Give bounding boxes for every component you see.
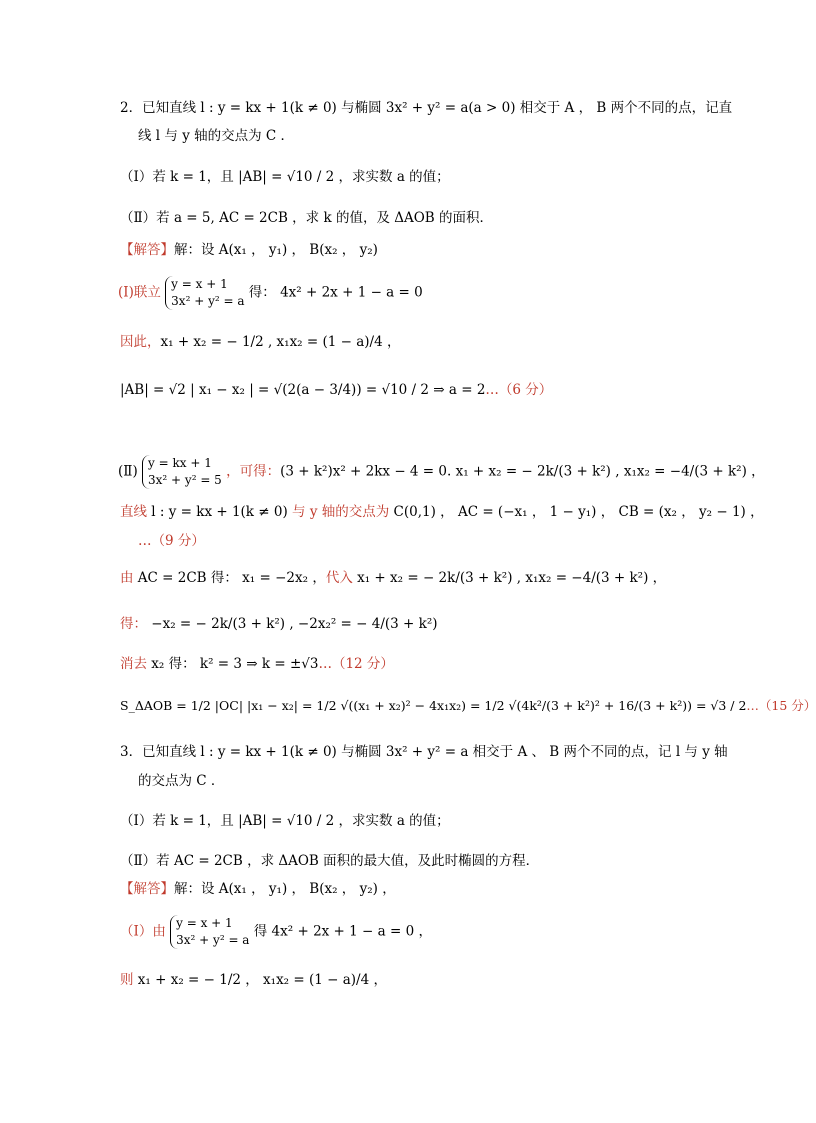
step1-label: （Ⅰ）由 xyxy=(120,923,166,940)
equation-system xyxy=(142,455,222,489)
step1-label: (Ⅰ)联立 xyxy=(118,284,161,301)
step4-red: ，可得： xyxy=(226,463,281,480)
answer-intro-text: 解：设 A(x₁ ， y₁) ， B(x₂ ， y₂) xyxy=(174,242,378,258)
problem2-step5-score xyxy=(138,531,205,551)
problem3-step2 xyxy=(120,970,387,990)
equation-system xyxy=(170,915,249,949)
step5-expr1: l : y = kx + 1(k ≠ 0) xyxy=(147,504,293,520)
step2-label: 则 xyxy=(120,972,134,988)
system-eq-2: 3x² + y² = a xyxy=(176,933,250,947)
step2-expr: x₁ + x₂ = − 1/2 , x₁x₂ = (1 − a)/4 ， xyxy=(160,334,401,350)
step1-result: 得 4x² + 2x + 1 − a = 0 ， xyxy=(253,923,432,940)
problem2-step2 xyxy=(120,332,400,352)
system-eq-1: y = x + 1 xyxy=(171,277,228,291)
answer-tag: 【解答】 xyxy=(120,881,174,897)
step6-red: 由 xyxy=(120,570,134,586)
system-eq-1: y = kx + 1 xyxy=(148,456,212,470)
problem2-statement-line1: 2．已知直线 l : y = kx + 1(k ≠ 0) 与椭圆 3x² + y² = a(a > 0) 相交于 A ， B 两个不同的点，记直 xyxy=(120,100,733,116)
step7-expr: −x₂ = − 2k/(3 + k²) , −2x₂² = − 4/(3 + k²) xyxy=(147,616,438,632)
step6-expr: AC = 2CB 得： x₁ = −2x₂ ， xyxy=(133,570,326,586)
step1-result: 得： 4x² + 2x + 1 − a = 0 xyxy=(248,284,423,301)
step3-score: …（6 分） xyxy=(485,382,553,398)
step4-label: (Ⅱ) xyxy=(118,463,138,480)
step8-red: 消去 xyxy=(120,656,147,672)
step4-expr: (3 + k²)x² + 2kx − 4 = 0. x₁ + x₂ = − 2k/(3 + k²) , x₁x₂ = −4/(3 + k²) ， xyxy=(280,463,765,480)
system-eq-2: 3x² + y² = a xyxy=(171,294,245,308)
system-eq-2: 3x² + y² = 5 xyxy=(148,473,222,487)
problem2-part2: （Ⅱ）若 a = 5, AC = 2CB ，求 k 的值，及 ΔAOB 的面积． xyxy=(120,210,494,226)
step8-expr: x₂ 得： k² = 3 ⇒ k = ±√3 xyxy=(147,656,319,672)
step3-expr: |AB| = √2 | x₁ − x₂ | = √(2(a − 3/4)) = √10 / 2 ⇒ a = 2 xyxy=(120,382,486,398)
step2-expr: x₁ + x₂ = − 1/2 ， x₁x₂ = (1 − a)/4 ， xyxy=(133,972,387,988)
problem3-statement-line2: 的交点为 C ． xyxy=(138,773,225,789)
equation-system xyxy=(165,276,244,310)
problem2-answer-intro xyxy=(120,240,378,260)
step6-expr2: x₁ + x₂ = − 2k/(3 + k²) , x₁x₂ = −4/(3 + k²) ， xyxy=(352,570,667,586)
step5-expr2: C(0,1) ， AC = (−x₁ ， 1 − y₁) ， CB = (x₂ ， y₂ − 1) ， xyxy=(389,504,764,520)
problem2-step3 xyxy=(120,380,552,400)
problem3-statement-line1: 3．已知直线 l : y = kx + 1(k ≠ 0) 与椭圆 3x² + y² = a 相交于 A 、 B 两个不同的点，记 l 与 y 轴 xyxy=(120,744,728,760)
problem2-step5 xyxy=(120,502,764,522)
system-eq-1: y = x + 1 xyxy=(176,916,233,930)
problem3-answer-intro xyxy=(120,879,396,899)
problem2-statement-line2: 线 l 与 y 轴的交点为 C ． xyxy=(138,128,295,144)
problem2-part1: （Ⅰ）若 k = 1，且 |AB| = √10 / 2 ，求实数 a 的值； xyxy=(120,169,450,185)
problem2-step7 xyxy=(120,614,438,634)
answer-tag: 【解答】 xyxy=(120,242,174,258)
step2-label: 因此， xyxy=(120,334,161,350)
step7-red: 得： xyxy=(120,616,147,632)
problem3-part1: （Ⅰ）若 k = 1，且 |AB| = √10 / 2 ，求实数 a 的值； xyxy=(120,813,450,829)
step8-score: …（12 分） xyxy=(318,656,394,672)
step5-red: 直线 xyxy=(120,504,147,520)
problem3-step1 xyxy=(120,915,432,949)
problem3-part2: （Ⅱ）若 AC = 2CB ，求 ΔAOB 面积的最大值，及此时椭圆的方程． xyxy=(120,853,540,869)
problem2-step4 xyxy=(118,455,765,489)
step9-expr: S_ΔAOB = 1/2 |OC| |x₁ − x₂| = 1/2 √((x₁ + x₂)² − 4x₁x₂) = 1/2 √(4k²/(3 + k²)² + 16/(3 + k²)) = √3 / 2 xyxy=(120,698,747,713)
problem2-step9 xyxy=(120,696,816,716)
step5-score: …（9 分） xyxy=(138,533,205,549)
step9-score: …（15 分） xyxy=(746,698,816,713)
problem2-step6 xyxy=(120,568,666,588)
answer-intro-text: 解：设 A(x₁ ， y₁) ， B(x₂ ， y₂) ， xyxy=(174,881,396,897)
step5-red2: 与 y 轴的交点为 xyxy=(292,504,390,520)
problem2-step1 xyxy=(118,276,423,310)
step6-red2: 代入 xyxy=(325,570,353,586)
problem2-step8 xyxy=(120,654,394,674)
